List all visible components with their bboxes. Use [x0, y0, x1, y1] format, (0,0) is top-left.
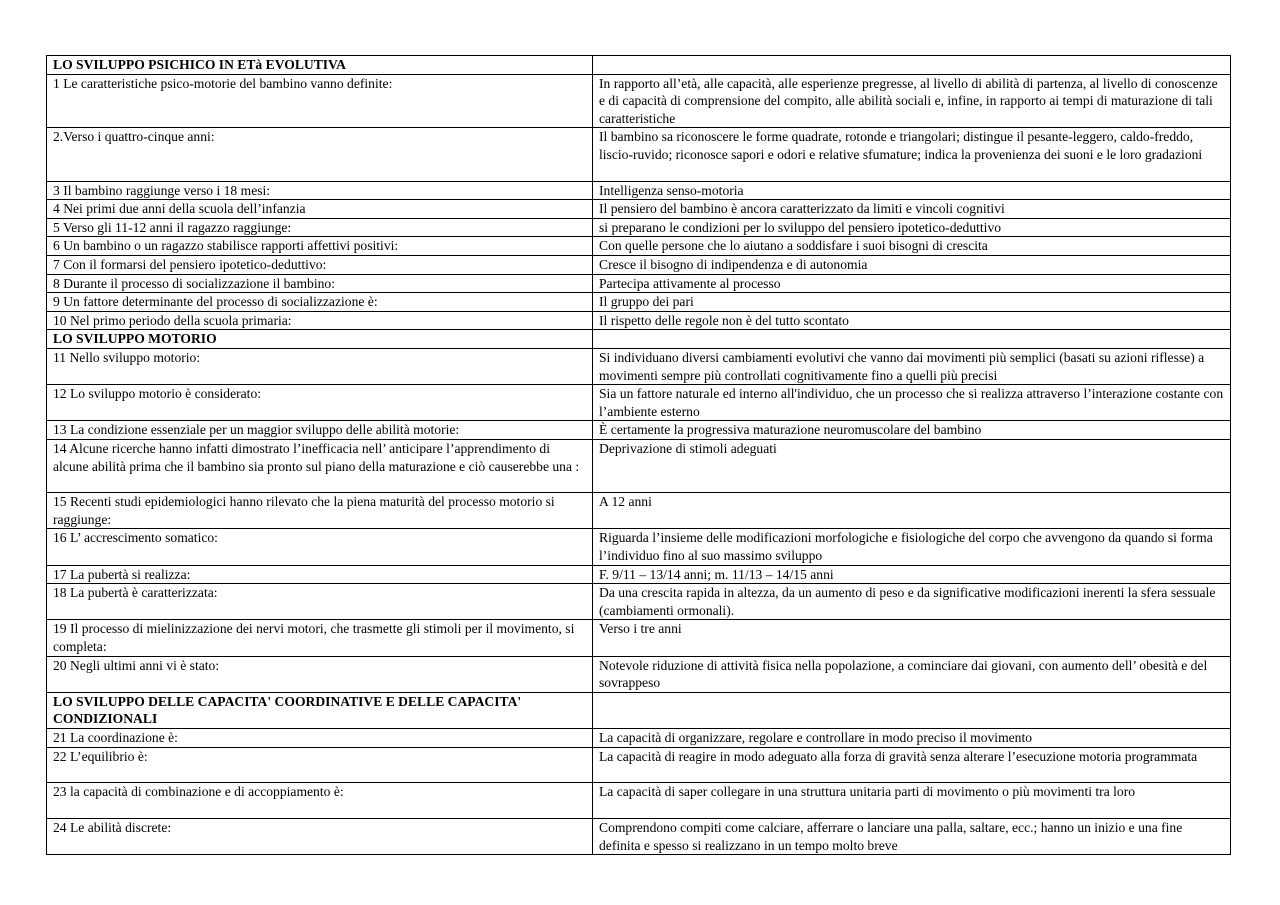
question-cell: 18 La pubertà è caratterizzata: [47, 584, 593, 620]
table-row [47, 311, 1231, 330]
table-row [47, 747, 1231, 783]
answer-cell: La capacità di saper collegare in una struttura unitaria parti di movimento o più movimenti tra loro [593, 783, 1231, 819]
answer-cell: Partecipa attivamente al processo [593, 274, 1231, 293]
table-row [47, 565, 1231, 584]
answer-cell: si preparano le condizioni per lo sviluppo del pensiero ipotetico-deduttivo [593, 218, 1231, 237]
answer-cell: Sia un fattore naturale ed interno all'individuo, che un processo che si realizza attraverso l’interazione costante con l’ambiente esterno [593, 385, 1231, 421]
section-empty-cell [593, 56, 1231, 75]
table-row [47, 218, 1231, 237]
table-row [47, 274, 1231, 293]
question-cell: 21 La coordinazione è: [47, 729, 593, 748]
table-row [47, 620, 1231, 656]
section-header-row [47, 56, 1231, 75]
question-cell: 11 Nello sviluppo motorio: [47, 349, 593, 385]
qa-table-body [47, 56, 1231, 855]
question-cell: 9 Un fattore determinante del processo di socializzazione è: [47, 293, 593, 312]
question-cell: 3 Il bambino raggiunge verso i 18 mesi: [47, 181, 593, 200]
table-row [47, 128, 1231, 181]
answer-cell: Da una crescita rapida in altezza, da un aumento di peso e da significative modificazioni inerenti la sfera sessuale (cambiamenti ormonali). [593, 584, 1231, 620]
table-row [47, 256, 1231, 275]
answer-cell: Notevole riduzione di attività fisica nella popolazione, a cominciare dai giovani, con aumento dell’ obesità e del sovrappeso [593, 656, 1231, 692]
table-row [47, 74, 1231, 128]
answer-cell: F. 9/11 – 13/14 anni; m. 11/13 – 14/15 anni [593, 565, 1231, 584]
question-cell: 20 Negli ultimi anni vi è stato: [47, 656, 593, 692]
table-row [47, 385, 1231, 421]
answer-cell: Il gruppo dei pari [593, 293, 1231, 312]
answer-cell: Si individuano diversi cambiamenti evolutivi che vanno dai movimenti più semplici (basati su azioni riflesse) a movimenti sempre più controllati cognitivamente fino a quelli più precisi [593, 349, 1231, 385]
table-row [47, 421, 1231, 440]
question-cell: 23 la capacità di combinazione e di accoppiamento è: [47, 783, 593, 819]
table-row [47, 181, 1231, 200]
section-header-row [47, 330, 1231, 349]
table-row [47, 783, 1231, 819]
question-cell: 19 Il processo di mielinizzazione dei nervi motori, che trasmette gli stimoli per il movimento, si completa: [47, 620, 593, 656]
answer-cell: A 12 anni [593, 493, 1231, 529]
answer-cell: Intelligenza senso-motoria [593, 181, 1231, 200]
question-cell: 24 Le abilità discrete: [47, 818, 593, 854]
question-cell: 6 Un bambino o un ragazzo stabilisce rapporti affettivi positivi: [47, 237, 593, 256]
answer-cell: Riguarda l’insieme delle modificazioni morfologiche e fisiologiche del corpo che avvengono da quando si forma l’individuo fino al suo massimo sviluppo [593, 529, 1231, 565]
table-row [47, 237, 1231, 256]
answer-cell: Il pensiero del bambino è ancora caratterizzato da limiti e vincoli cognitivi [593, 200, 1231, 219]
answer-cell: Con quelle persone che lo aiutano a soddisfare i suoi bisogni di crescita [593, 237, 1231, 256]
question-cell: 12 Lo sviluppo motorio è considerato: [47, 385, 593, 421]
table-row [47, 584, 1231, 620]
answer-cell: Comprendono compiti come calciare, afferrare o lanciare una palla, saltare, ecc.; hanno un inizio e una fine definita e spesso si realizzano in un tempo molto breve [593, 818, 1231, 854]
section-empty-cell [593, 330, 1231, 349]
question-cell: 5 Verso gli 11-12 anni il ragazzo raggiunge: [47, 218, 593, 237]
question-cell: 22 L’equilibrio è: [47, 747, 593, 783]
question-cell: 17 La pubertà si realizza: [47, 565, 593, 584]
table-row [47, 349, 1231, 385]
table-row [47, 493, 1231, 529]
table-row [47, 293, 1231, 312]
answer-cell: Deprivazione di stimoli adeguati [593, 439, 1231, 492]
answer-cell: Cresce il bisogno di indipendenza e di autonomia [593, 256, 1231, 275]
answer-cell: La capacità di organizzare, regolare e controllare in modo preciso il movimento [593, 729, 1231, 748]
answer-cell: In rapporto all’età, alle capacità, alle esperienze pregresse, al livello di abilità di partenza, al livello di conoscenze e di capacità di comprensione del compito, alle abilità sociali e, infine, in rapporto ai tempi di maturazione di tali caratteristiche [593, 74, 1231, 128]
question-cell: 16 L’ accrescimento somatico: [47, 529, 593, 565]
answer-cell: La capacità di reagire in modo adeguato alla forza di gravità senza alterare l’esecuzione motoria programmata [593, 747, 1231, 783]
question-cell: 15 Recenti studi epidemiologici hanno rilevato che la piena maturità del processo motorio si raggiunge: [47, 493, 593, 529]
table-row [47, 529, 1231, 565]
table-row [47, 818, 1231, 854]
answer-cell: È certamente la progressiva maturazione neuromuscolare del bambino [593, 421, 1231, 440]
question-cell: 7 Con il formarsi del pensiero ipotetico-deduttivo: [47, 256, 593, 275]
section-title: LO SVILUPPO MOTORIO [47, 330, 593, 349]
section-empty-cell [593, 692, 1231, 728]
question-cell: 13 La condizione essenziale per un maggior sviluppo delle abilità motorie: [47, 421, 593, 440]
section-title: LO SVILUPPO PSICHICO IN ETà EVOLUTIVA [47, 56, 593, 75]
question-cell: 4 Nei primi due anni della scuola dell’infanzia [47, 200, 593, 219]
table-row [47, 200, 1231, 219]
section-header-row [47, 692, 1231, 728]
question-cell: 2.Verso i quattro-cinque anni: [47, 128, 593, 181]
qa-table [46, 55, 1231, 855]
question-cell: 1 Le caratteristiche psico-motorie del bambino vanno definite: [47, 74, 593, 128]
answer-cell: Il bambino sa riconoscere le forme quadrate, rotonde e triangolari; distingue il pesante-leggero, caldo-freddo, liscio-ruvido; riconosce sapori e odori e relative sfumature; indica la provenienza dei suoni e le loro gradazioni [593, 128, 1231, 181]
question-cell: 10 Nel primo periodo della scuola primaria: [47, 311, 593, 330]
question-cell: 8 Durante il processo di socializzazione il bambino: [47, 274, 593, 293]
section-title: LO SVILUPPO DELLE CAPACITA' COORDINATIVE E DELLE CAPACITA' CONDIZIONALI [47, 692, 593, 728]
answer-cell: Il rispetto delle regole non è del tutto scontato [593, 311, 1231, 330]
answer-cell: Verso i tre anni [593, 620, 1231, 656]
table-row [47, 439, 1231, 492]
table-row [47, 729, 1231, 748]
table-row [47, 656, 1231, 692]
question-cell: 14 Alcune ricerche hanno infatti dimostrato l’inefficacia nell’ anticipare l’apprendimento di alcune abilità prima che il bambino sia pronto sul piano della maturazione e ciò causerebbe una : [47, 439, 593, 492]
